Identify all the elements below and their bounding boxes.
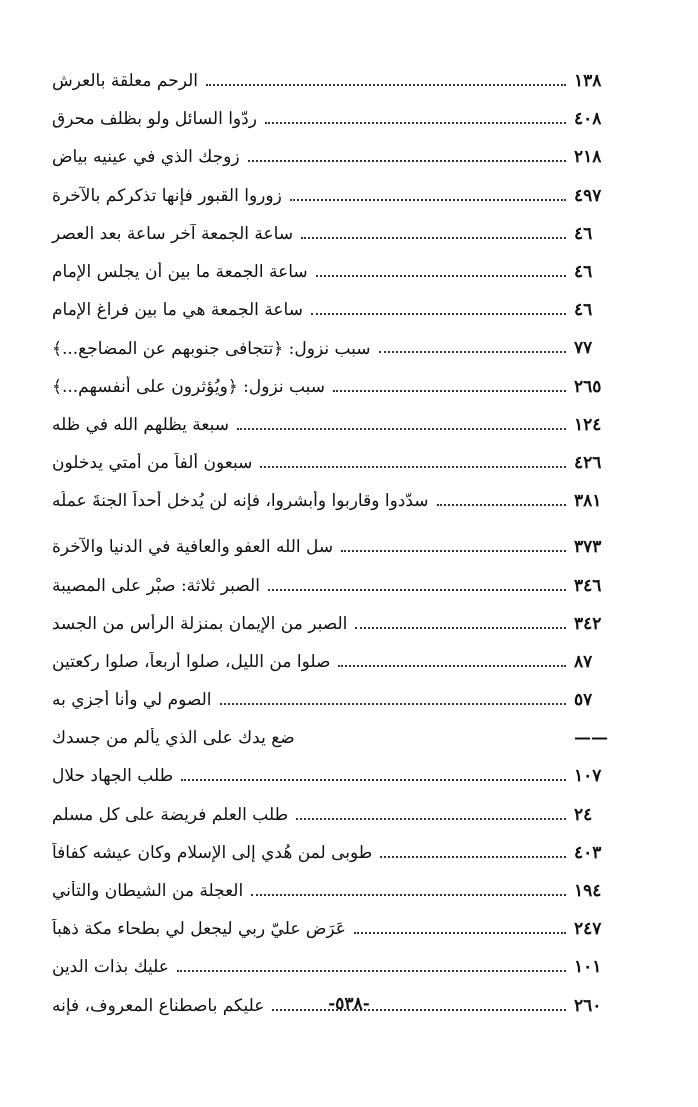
entry-text: سبب نزول: ﴿تتجافى جنوبهم عن المضاجع...﴾ <box>52 338 371 359</box>
footer-page-number: -٥٣٨- <box>328 994 370 1014</box>
entry-page-number: ٢٤ <box>574 804 593 825</box>
entry-text: طلب العلم فريضة على كل مسلم <box>52 804 289 825</box>
entry-text: طلب الجهاد حلال <box>52 766 174 787</box>
entry-page-number: ١٠٧ <box>574 766 602 787</box>
dot-leader <box>301 237 566 239</box>
entry-page-number: ٢٤٧ <box>574 919 602 940</box>
entry-page-number: ١٢٤ <box>574 414 602 435</box>
dot-leader <box>296 818 566 820</box>
entry-text: ردّوا السائل ولو بظلف محرق <box>52 109 257 130</box>
dot-leader <box>290 199 566 201</box>
entry-text: عليك بذات الدين <box>52 957 169 978</box>
entry-text: طوبى لمن هُدي إلى الإسلام وكان عيشه كفافاً <box>52 842 373 863</box>
entry-page-number: ٤٠٨ <box>574 109 602 130</box>
index-entry <box>46 100 620 138</box>
entry-text: الرحم معلقة بالعرش <box>52 71 198 92</box>
index-entry <box>46 948 620 986</box>
dot-leader <box>181 779 566 781</box>
entry-page-number: ٢١٨ <box>574 147 602 168</box>
index-entry <box>46 528 620 566</box>
entry-page-number: ٤٦ <box>574 262 593 283</box>
entry-text: سبعة يظلهم الله في ظله <box>52 414 229 435</box>
entry-text: سل الله العفو والعافية في الدنيا والآخرة <box>52 537 334 558</box>
entry-page-number: ٤٩٧ <box>574 185 602 206</box>
index-entry <box>46 62 620 100</box>
index-entry <box>46 291 620 329</box>
index-entry <box>46 215 620 253</box>
entry-page-number: ٧٧ <box>574 338 593 359</box>
entry-text: سدّدوا وقاربوا وأبشروا، فإنه لن يُدخل أحداً الجنةَ عملُه <box>52 491 429 512</box>
entry-page-number: ٤٠٣ <box>574 842 602 863</box>
entry-text: عليكم باصطناع المعروف، فإنه <box>52 995 265 1016</box>
index-entry <box>46 138 620 176</box>
dot-leader <box>316 275 566 277</box>
entry-page-number: ٥٧ <box>574 690 593 711</box>
index-entry <box>46 605 620 643</box>
index-entry <box>46 177 620 215</box>
entry-page-number: ٨٧ <box>574 651 593 672</box>
entry-text: الصوم لي وأنا أجزي به <box>52 690 212 711</box>
index-entry <box>46 444 620 482</box>
index-entry <box>46 253 620 291</box>
dot-leader <box>206 84 566 86</box>
dot-leader <box>265 122 566 124</box>
index-entry <box>46 566 620 604</box>
index-entry <box>46 329 620 367</box>
entry-text: ضع يدك على الذي يألم من جسدك <box>52 728 295 749</box>
entry-page-number: ١٠١ <box>574 957 602 978</box>
entry-text: العجلة من الشيطان والتأني <box>52 881 244 902</box>
dot-leader <box>220 703 566 705</box>
entry-text: سبعون ألفاً من أمتي يدخلون <box>52 452 253 473</box>
entry-text: ساعة الجمعة آخر ساعة بعد العصر <box>52 223 294 244</box>
dot-leader <box>380 856 566 858</box>
entry-page-number: ٢٦٠ <box>574 995 602 1016</box>
dot-leader <box>379 351 566 353</box>
entry-text: صلوا من الليل، صلوا أربعاً، صلوا ركعتين <box>52 651 331 672</box>
entry-text: ساعة الجمعة ما بين أن يجلس الإمام <box>52 262 308 283</box>
entry-text: الصبر ثلاثة: صبْر على المصيبة <box>52 575 260 596</box>
dot-leader <box>237 428 566 430</box>
dot-leader <box>355 627 566 629</box>
entry-text: عَرَض عليّ ربي ليجعل لي بطحاء مكة ذهباً <box>52 919 346 940</box>
entry-text: ساعة الجمعة هي ما بين فراغ الإمام <box>52 300 303 321</box>
entry-page-number: —— <box>574 728 608 749</box>
entry-page-number: ٤٢٦ <box>574 452 602 473</box>
entry-page-number: ٢٦٥ <box>574 376 602 397</box>
dot-leader <box>311 313 566 315</box>
dot-leader <box>437 504 566 506</box>
entry-text: سبب نزول: ﴿ويُؤثرون على أنفسهم...﴾ <box>52 377 326 398</box>
dot-leader <box>354 932 566 934</box>
index-entry <box>46 796 620 834</box>
dot-leader <box>338 665 566 667</box>
entry-page-number: ٣٤٢ <box>574 613 602 634</box>
dot-leader <box>333 390 566 392</box>
dot-leader <box>341 550 566 552</box>
entry-page-number: ١٩٤ <box>574 881 602 902</box>
index-entry <box>46 719 620 757</box>
entry-text: زوروا القبور فإنها تذكركم بالآخرة <box>52 185 282 206</box>
index-entry <box>46 681 620 719</box>
dot-leader <box>177 970 566 972</box>
entry-page-number: ١٣٨ <box>574 71 602 92</box>
index-entry <box>46 643 620 681</box>
dot-leader <box>260 466 566 468</box>
index-entry <box>46 757 620 795</box>
dot-leader <box>268 589 566 591</box>
dot-leader <box>251 894 566 896</box>
entry-text: الصبر من الإيمان بمنزلة الرأس من الجسد <box>52 613 348 634</box>
index-entry <box>46 872 620 910</box>
index-entry <box>46 406 620 444</box>
index-entry <box>46 368 620 406</box>
entry-page-number: ٣٧٣ <box>574 537 602 558</box>
entry-page-number: ٤٦ <box>574 223 593 244</box>
index-entry <box>46 482 620 520</box>
entry-page-number: ٤٦ <box>574 300 593 321</box>
index-entry <box>46 834 620 872</box>
entry-page-number: ٣٨١ <box>574 491 602 512</box>
entry-text: زوجك الذي في عينيه بياض <box>52 147 240 168</box>
dot-leader <box>248 160 566 162</box>
index-entry <box>46 910 620 948</box>
entry-page-number: ٣٤٦ <box>574 575 602 596</box>
hadith-index-list <box>46 62 620 1025</box>
